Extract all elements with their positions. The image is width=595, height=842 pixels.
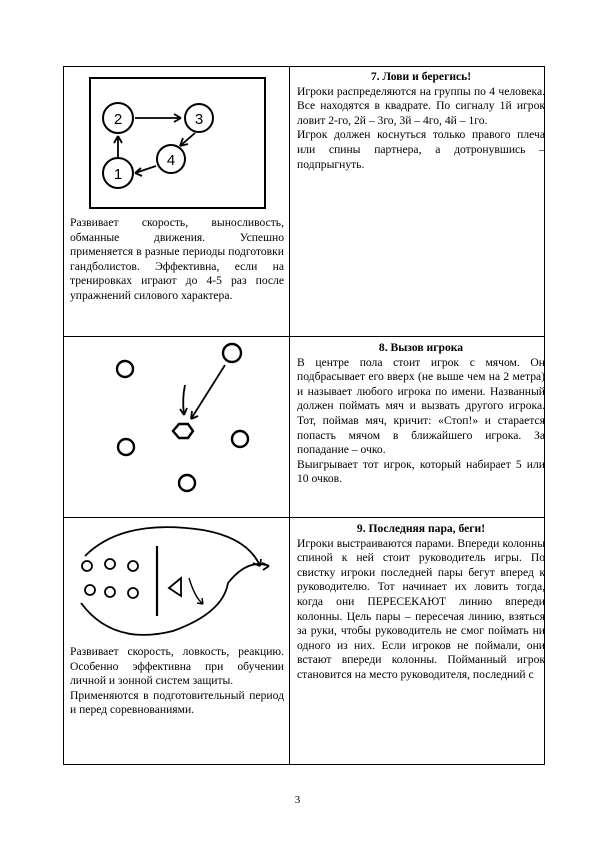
diagram-last-pair-run: [63, 518, 289, 643]
exercise-8-paragraph: Выигрывает тот игрок, который набирает 5 или 10 очков.: [297, 457, 545, 486]
exercise-8-title: 8. Вызов игрока: [378, 341, 464, 354]
exercise-7-title: 7. Лови и берегись!: [370, 70, 472, 83]
exercise-7-paragraph: Игроки распределяются на группы по 4 человека. Все находятся в квадрате. По сигналу 1й игрок ловит 2-го, 2й – 3го, 3й – 4го, 4й – 1го.: [297, 84, 545, 127]
row3-left-cell: [63, 518, 289, 764]
exercise-table: [63, 66, 545, 765]
exercise-9-title: 9. Последняя пара, беги!: [356, 522, 486, 535]
page-number: 3: [294, 794, 301, 806]
exercise-8-paragraph: В центре пола стоит игрок с мячом. Он подбрасывает его вверх (не выше чем на 2 метра) и называет любого игрока по имени. Названный должен поймать мяч и вызвать другого игрока. Тот, поймав мяч, кричит: «Стоп!» и старается попасть мячом в ближайшего игрока. За попадание – очко.: [297, 355, 545, 457]
diagram-catch-and-beware: [63, 66, 289, 226]
exercise-9-paragraph: Игроки выстраиваются парами. Впереди колонны спиной к ней стоит руководитель игры. По свистку игроки последней пары бегут вперед к руководителю. Тот начинает их ловить тогда, когда они ПЕРЕСЕКАЮТ линию впереди колонны. Цель пары – пересечая линию, взяться за руки, чтобы руководитель не смог поймать ни одного из них. Если игроков не поймали, они встают впереди колонны. Пойманный игрок становится на место руководителя, последний с: [297, 536, 545, 681]
row2-right-cell: [290, 341, 545, 516]
player-label: 4: [166, 152, 176, 169]
exercise-9-note: [70, 645, 284, 718]
exercise-7-paragraph: Игрок должен коснуться только правого плеча или спины партнера, а дотронувшись – подпрыгнуть.: [297, 128, 545, 171]
table-border-bottom: [63, 764, 545, 765]
exercise-7-note: Развивает скорость, выносливость, обманные движения. Успешно применяется в разные периоды подготовки гандболистов. Эффективна, если на тренировках играют до 4-5 раз после упражнений силового характера.: [70, 216, 284, 302]
row3-right-cell: [290, 522, 545, 763]
row1-left-cell: [63, 66, 289, 336]
player-label: 1: [113, 166, 123, 183]
player-label: 2: [113, 111, 123, 128]
exercise-9-note-paragraph: Развивает скорость, ловкость, реакцию. Особенно эффективна при обучении личной и зонной систем защиты.: [70, 645, 284, 688]
player-label: 3: [194, 111, 204, 128]
row1-right-cell: [290, 70, 545, 334]
exercise-9-note-paragraph: Применяются в подготовительный период и перед соревнованиями.: [70, 688, 284, 717]
diagram-call-player: [63, 337, 289, 517]
row2-left-cell: [63, 337, 289, 517]
